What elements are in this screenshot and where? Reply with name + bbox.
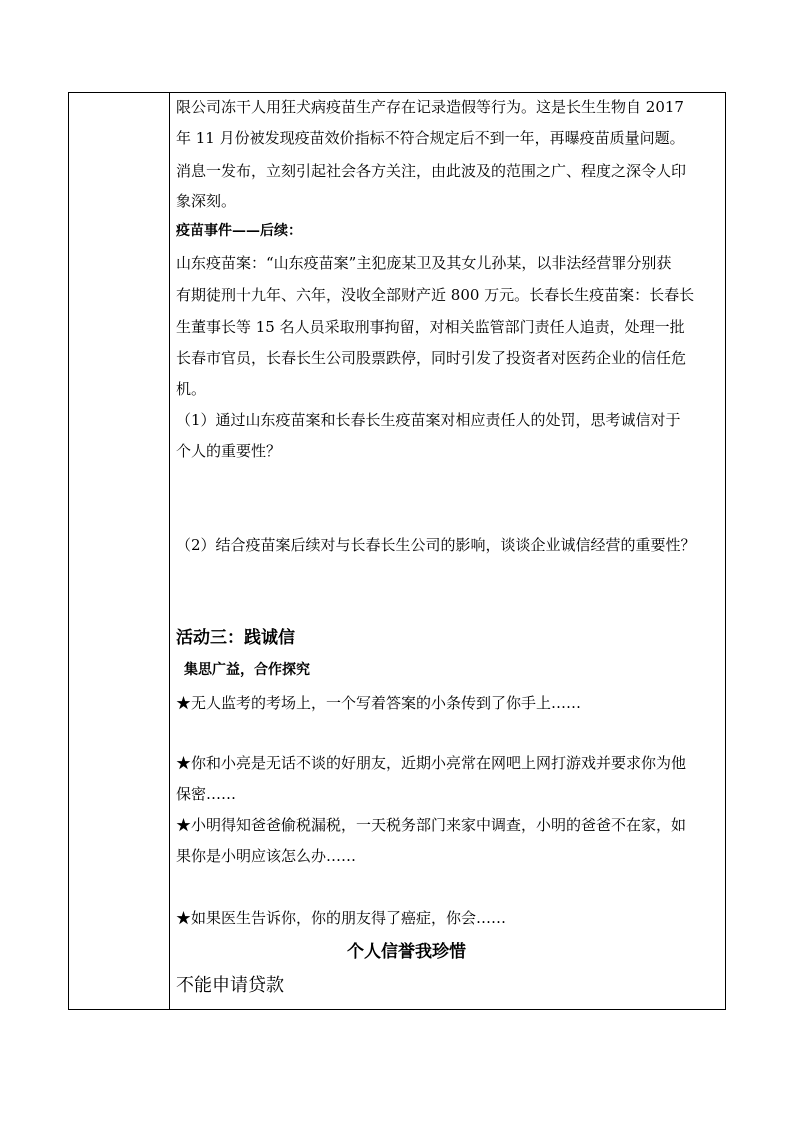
followup-line: 山东疫苗案：“山东疫苗案”主犯庞某卫及其女儿孙某，以非法经营罪分别获 bbox=[176, 254, 672, 272]
intro-line: 象深刻。 bbox=[176, 192, 237, 210]
question-1-line: 个人的重要性？ bbox=[176, 442, 282, 460]
activity-subtitle: 集思广益，合作探究 bbox=[184, 662, 310, 678]
question-2: （2）结合疫苗案后续对与长春长生公司的影响，谈谈企业诚信经营的重要性？ bbox=[176, 536, 696, 554]
content-cell bbox=[176, 93, 722, 1009]
section-text: 不能申请贷款 bbox=[176, 975, 284, 996]
column-divider bbox=[169, 93, 170, 1009]
scenario-2-line: 保密…… bbox=[176, 785, 237, 803]
scenario-3-line: 果你是小明应该怎么办…… bbox=[176, 847, 357, 865]
followup-line: 机。 bbox=[176, 380, 207, 398]
scenario-3-line: ★小明得知爸爸偷税漏税，一天税务部门来家中调查，小明的爸爸不在家，如 bbox=[176, 816, 687, 834]
followup-line: 长春市官员，长春长生公司股票跌停，同时引发了投资者对医药企业的信任危 bbox=[176, 349, 687, 367]
intro-line: 消息一发布，立刻引起社会各方关注，由此波及的范围之广、程度之深令人印 bbox=[176, 162, 687, 180]
left-cell bbox=[69, 93, 169, 1009]
scenario-2-line: ★你和小亮是无话不谈的好朋友，近期小亮常在网吧上网打游戏并要求你为他 bbox=[176, 754, 687, 772]
intro-line: 年 11 月份被发现疫苗效价指标不符合规定后不到一年，再曝疫苗质量问题。 bbox=[176, 129, 685, 147]
section-title: 个人信誉我珍惜 bbox=[347, 942, 466, 962]
intro-line: 限公司冻干人用狂犬病疫苗生产存在记录造假等行为。这是长生生物自 2017 bbox=[176, 98, 684, 116]
scenario-1: ★无人监考的考场上，一个写着答案的小条传到了你手上…… bbox=[176, 694, 582, 712]
question-1-line: （1）通过山东疫苗案和长春长生疫苗案对相应责任人的处罚，思考诚信对于 bbox=[176, 411, 681, 429]
activity-title: 活动三：践诚信 bbox=[176, 628, 295, 648]
document-table bbox=[68, 92, 726, 1010]
scenario-4: ★如果医生告诉你，你的朋友得了癌症，你会…… bbox=[176, 909, 507, 927]
followup-heading: 疫苗事件——后续： bbox=[176, 223, 302, 239]
followup-line: 有期徒刑十九年、六年，没收全部财产近 800 万元。长春长生疫苗案：长春长 bbox=[176, 286, 695, 304]
followup-line: 生董事长等 15 名人员采取刑事拘留，对相关监管部门责任人追责，处理一批 bbox=[176, 318, 685, 336]
